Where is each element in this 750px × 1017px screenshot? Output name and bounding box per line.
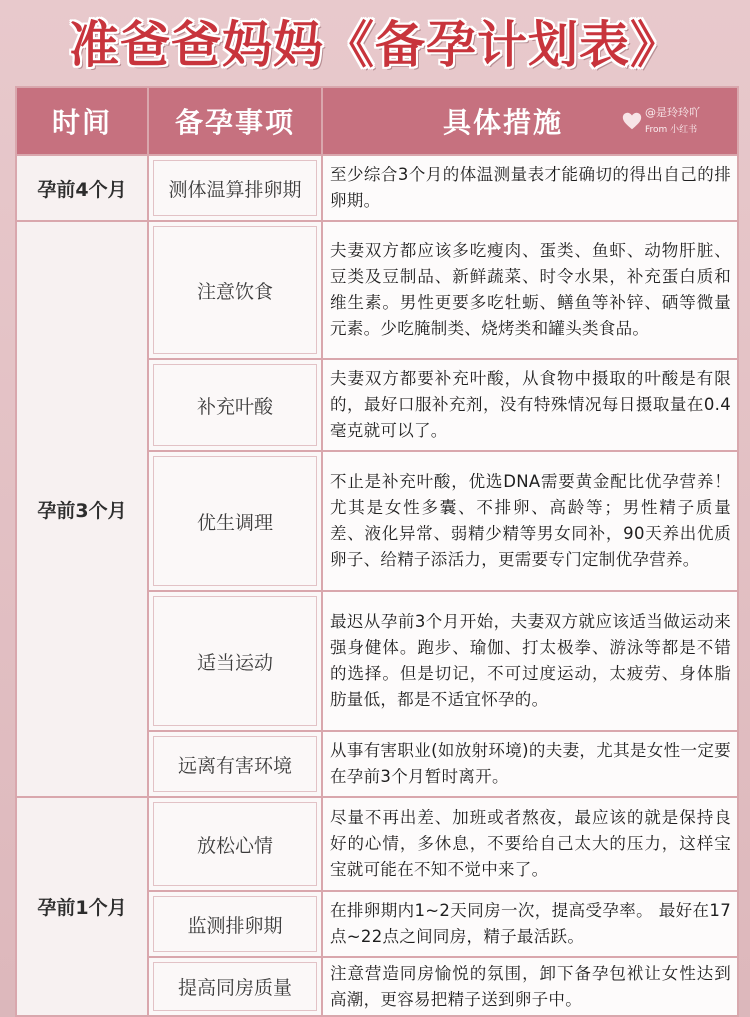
measure-cell: 夫妻双方都要补充叶酸，从食物中摄取的叶酸是有限的，最好口服补充剂，没有特殊情况每日摄取量在0.4毫克就可以了。 <box>322 359 738 451</box>
item-label: 注意饮食 <box>196 280 273 303</box>
measure-cell: 在排卵期内1~2天同房一次，提高受孕率。 最好在17点~22点之间同房，精子最活跃。 <box>322 891 738 957</box>
time-cell-3-months: 孕前3个月 <box>16 221 148 797</box>
page-title: 准爸爸妈妈《备孕计划表》 <box>69 16 681 74</box>
item-label: 提高同房质量 <box>177 977 292 999</box>
item-label: 远离有害环境 <box>177 754 292 777</box>
plan-table <box>15 86 739 1017</box>
item-cell <box>148 957 322 1016</box>
item-cell <box>148 155 322 221</box>
header-measure: 具体措施 @是玲玲吖 From 小红书 <box>322 87 738 155</box>
item-cell <box>148 891 322 957</box>
plan-table-container <box>15 86 737 1009</box>
heart-icon <box>621 110 643 132</box>
item-cell <box>148 797 322 891</box>
header-time: 时间 <box>16 87 148 155</box>
item-label: 补充叶酸 <box>196 395 273 418</box>
item-label: 放松心情 <box>196 834 273 857</box>
table-row <box>16 797 738 891</box>
watermark <box>621 98 731 142</box>
table-row <box>16 221 738 359</box>
watermark-handle: @是玲玲吖 <box>645 106 700 119</box>
item-label: 监测排卵期 <box>187 914 283 937</box>
item-cell <box>148 731 322 797</box>
time-cell-4-months: 孕前4个月 <box>16 155 148 221</box>
time-cell-1-month: 孕前1个月 <box>16 797 148 1016</box>
measure-cell: 至少综合3个月的体温测量表才能确切的得出自己的排卵期。 <box>322 155 738 221</box>
measure-cell: 从事有害职业(如放射环境)的夫妻，尤其是女性一定要在孕前3个月暂时离开。 <box>322 731 738 797</box>
item-label: 测体温算排卵期 <box>168 178 302 201</box>
item-cell <box>148 221 322 359</box>
table-row <box>16 155 738 221</box>
measure-cell: 不止是补充叶酸，优选DNA需要黄金配比优孕营养！尤其是女性多囊、不排卵、高龄等；男性精子质量差、液化异常、弱精少精等男女同补，90天养出优质卵子、给精子添活力，更需要专门定制优孕营养。 <box>322 451 738 591</box>
measure-cell: 夫妻双方都应该多吃瘦肉、蛋类、鱼虾、动物肝脏、豆类及豆制品、新鲜蔬菜、时令水果，补充蛋白质和维生素。男性更要多吃牡蛎、鳝鱼等补锌、硒等微量元素。少吃腌制类、烧烤类和罐头类食品。 <box>322 221 738 359</box>
item-label: 优生调理 <box>196 511 273 534</box>
header-item: 备孕事项 <box>148 87 322 155</box>
item-label: 适当运动 <box>196 651 273 674</box>
measure-cell: 最迟从孕前3个月开始，夫妻双方就应该适当做运动来强身健体。跑步、瑜伽、打太极拳、游泳等都是不错的选择。但是切记，不可过度运动，太疲劳、身体脂肪量低，都是不适宜怀孕的。 <box>322 591 738 731</box>
item-cell <box>148 451 322 591</box>
watermark-source: From 小红书 <box>645 125 698 135</box>
item-cell <box>148 591 322 731</box>
measure-cell: 注意营造同房愉悦的氛围，卸下备孕包袱让女性达到高潮，更容易把精子送到卵子中。 <box>322 957 738 1016</box>
table-header-row <box>16 87 738 155</box>
item-cell <box>148 359 322 451</box>
measure-cell: 尽量不再出差、加班或者熬夜，最应该的就是保持良好的心情，多休息，不要给自己太大的压力，这样宝宝就可能在不知不觉中来了。 <box>322 797 738 891</box>
